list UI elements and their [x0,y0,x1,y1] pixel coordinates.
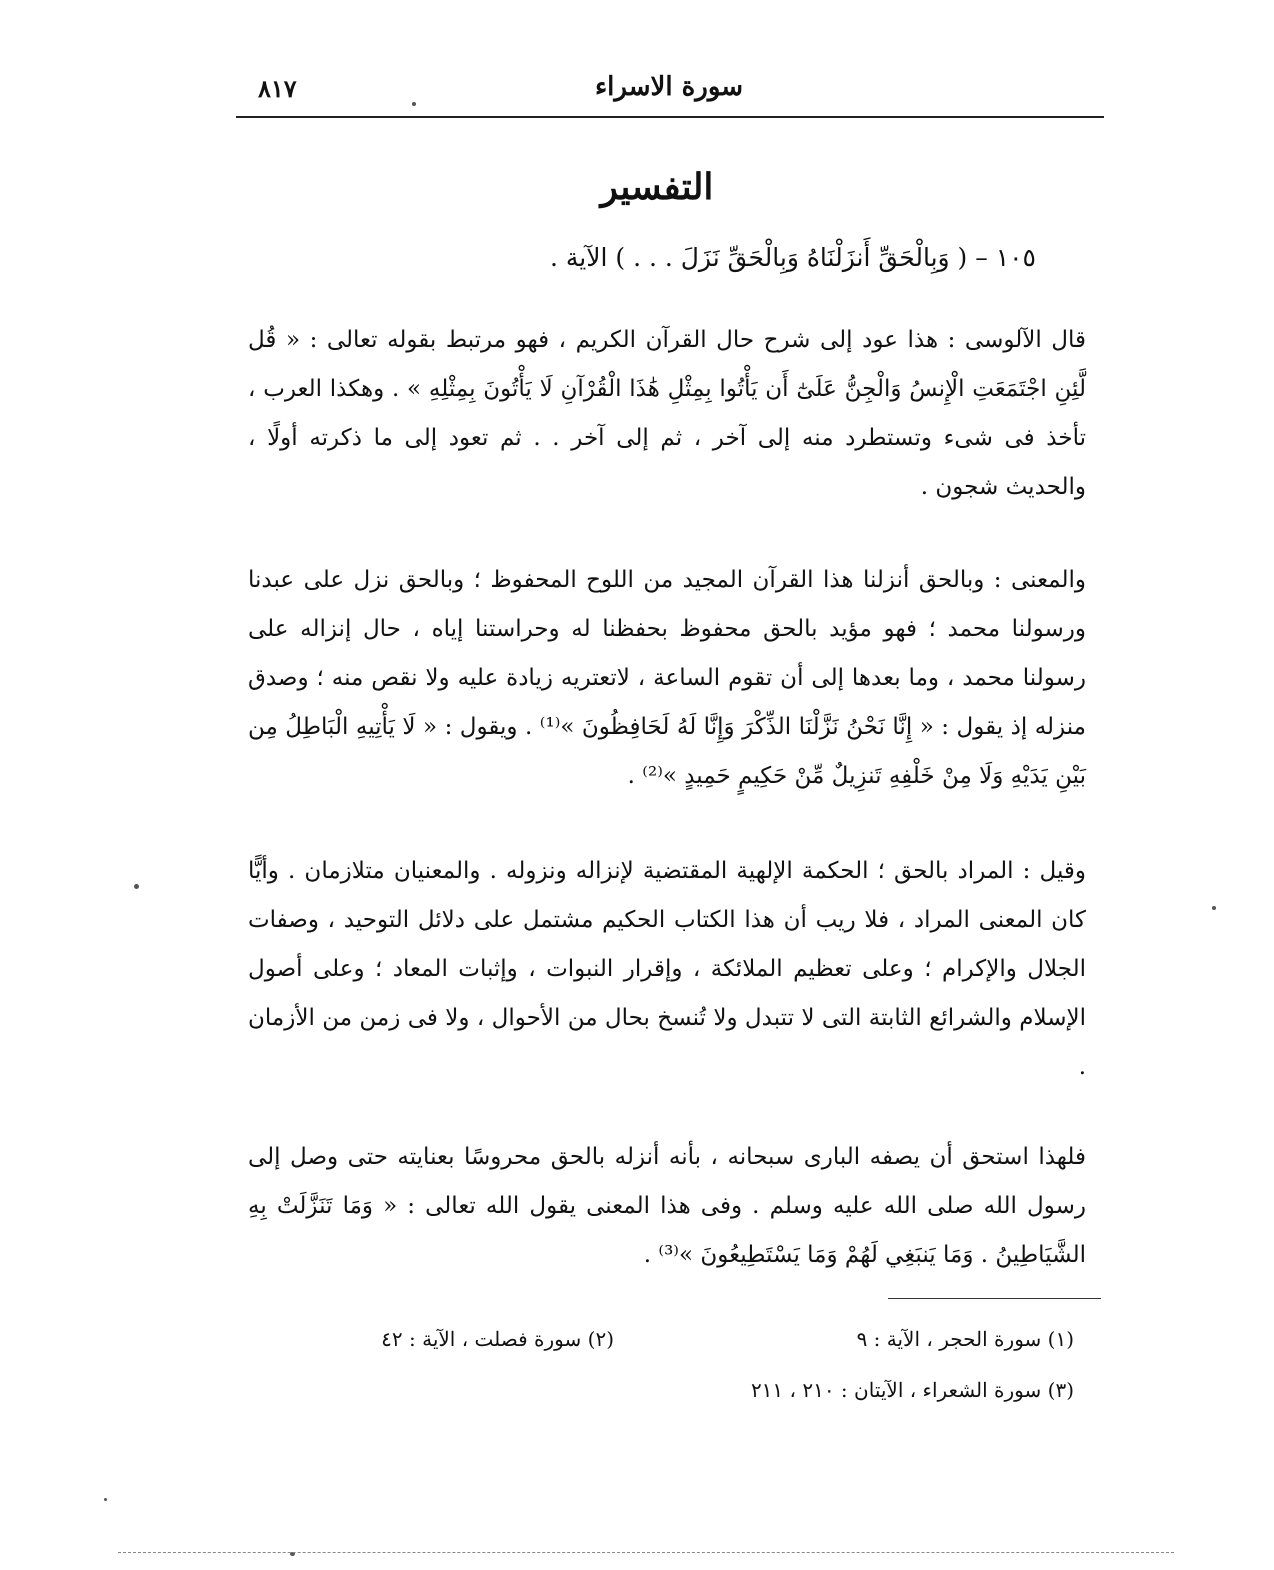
page-number: ٨١٧ [258,74,297,103]
scan-speck [104,1498,107,1501]
scan-edge [118,1552,1174,1553]
section-title: التفسير [600,166,714,208]
running-title: سورة الاسراء [594,72,744,102]
scan-speck [412,102,416,106]
paragraph-wisdom: وقيل : المراد بالحق ؛ الحكمة الإلهية المقتضية لإنزاله ونزوله . والمعنيان متلازمان . وأيًّا كان المعنى المراد ، فلا ريب أن هذا الكتاب الحكيم مشتمل على دلائل التوحيد ، وصفات الجلال والإكرام ؛ وعلى تعظيم الملائكة ، وإقرار النبوات ، وإثبات المعاد ؛ وعلى أصول الإسلام والشرائع الثابتة التى لا تتبدل ولا تُنسخ بحال من الأحوال ، ولا فى زمن من الأزمان . [248,858,1086,1080]
footnote-3: (٣) سورة الشعراء ، الآيتان : ٢١٠ ، ٢١١ [750,1378,1074,1402]
footnote-2: (٢) سورة فصلت ، الآية : ٤٢ [381,1327,614,1351]
scan-speck [1212,906,1216,910]
footnote-1: (١) سورة الحجر ، الآية : ٩ [856,1327,1074,1351]
header-rule [236,116,1104,118]
page-header [236,68,1102,108]
paragraph-meaning: والمعنى : وبالحق أنزلنا هذا القرآن المجيد من اللوح المحفوظ ؛ وبالحق نزل على عبدنا ورسولنا محمد ؛ فهو مؤيد بالحق محفوظ بحفظنا له وحراستنا إياه ، حال إنزاله على رسولنا محمد ، وما بعدها إلى أن تقوم الساعة ، لاتعتريه زيادة عليه ولا نقص منه ؛ وصدق منزله إذ يقول : « إِنَّا نَحْنُ نَزَّلْنَا الذِّكْرَ وَإِنَّا لَهُ لَحَافِظُونَ »⁽¹⁾ . ويقول : « لَا يَأْتِيهِ الْبَاطِلُ مِن بَيْنِ يَدَيْهِ وَلَا مِنْ خَلْفِهِ تَنزِيلٌ مِّنْ حَكِيمٍ حَمِيدٍ »⁽²⁾ . [248,567,1086,789]
paragraph-protection: فلهذا استحق أن يصفه البارى سبحانه ، بأنه أنزله بالحق محروسًا بعنايته حتى وصل إلى رسول الله صلى الله عليه وسلم . وفى هذا المعنى يقول الله تعالى : « وَمَا تَنَزَّلَتْ بِهِ الشَّيَاطِينُ . وَمَا يَنبَغِي لَهُمْ وَمَا يَسْتَطِيعُونَ »⁽³⁾ . [248,1144,1086,1268]
paragraph-alusi: قال الآلوسى : هذا عود إلى شرح حال القرآن الكريم ، فهو مرتبط بقوله تعالى : « قُل لَّئِنِ اجْتَمَعَتِ الْإِنسُ وَالْجِنُّ عَلَىٰٓ أَن يَأْتُوا بِمِثْلِ هَٰذَا الْقُرْآنِ لَا يَأْتُونَ بِمِثْلِهِ » . وهكذا العرب ، تأخذ فى شىء وتستطرد منه إلى آخر ، ثم إلى آخر . . ثم تعود إلى ما ذكرته أولًا ، والحديث شجون . [248,327,1086,500]
footnote-rule [888,1298,1101,1299]
verse-heading: ١٠٥ – ( وَبِالْحَقِّ أَنزَلْنَاهُ وَبِالْحَقِّ نَزَلَ . . . ) الآية . [549,243,1036,272]
scan-speck [134,884,139,889]
